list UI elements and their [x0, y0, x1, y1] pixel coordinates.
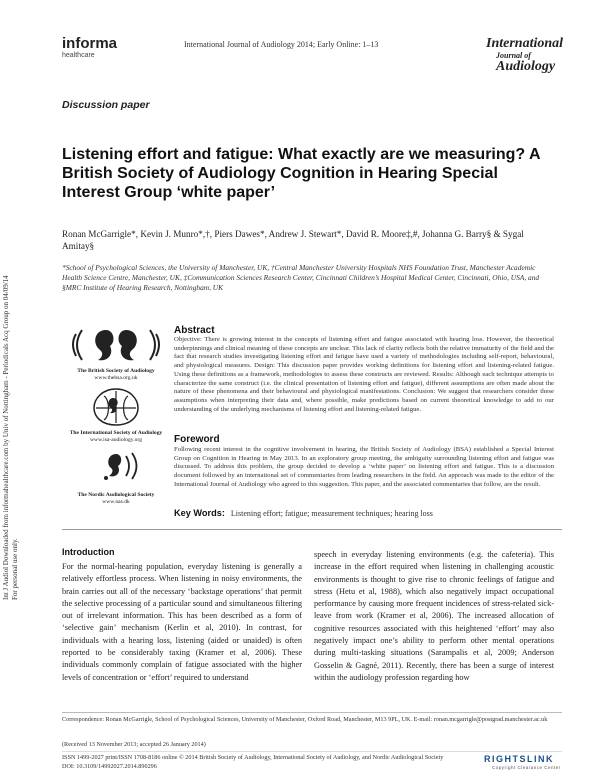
bsa-logo: [66, 324, 166, 366]
section-divider: [62, 529, 562, 530]
received-dates: (Received 13 November 2013; accepted 26 January 2014): [62, 741, 206, 748]
brand-line-1: International: [486, 36, 564, 51]
issn-copyright: ISSN 1499-2027 print/ISSN 1708-8186 online © 2014 British Society of Audiology, International Society of Audiology, and Nordic Audiological Society: [62, 754, 444, 761]
footer-divider-2: [62, 751, 562, 752]
brand-line-3: Audiology: [496, 59, 556, 74]
society-name: The International Society of Audiology: [69, 430, 163, 436]
rightslink-subtitle: Copyright Clearance Center: [492, 765, 561, 770]
brand-line-2: Journal of: [496, 51, 531, 60]
correspondence-note: Correspondence: Ronan McGarrigle, School of Psychological Sciences, University of Manchester, Oxford Road, Manchester, M13 9PL, UK. E-mail: ronan.mcgarrigle@postgrad.manchester.ac.uk: [62, 716, 548, 723]
watermark-line-1: Int J Audiol Downloaded from informahealthcare.com by Univ of Nottingham - Periodicals Acq Group on 04/09/14: [2, 275, 10, 600]
keywords: [174, 508, 433, 518]
watermark-line-2: For personal use only.: [11, 538, 19, 600]
society-logos: [66, 324, 166, 506]
article-type: Discussion paper: [62, 99, 150, 111]
keywords-text: Listening effort; fatigue; measurement techniques; hearing loss: [230, 509, 433, 518]
publisher-logo[interactable]: informa: [62, 35, 118, 52]
society-name: The British Society of Audiology: [77, 368, 155, 374]
download-watermark: [2, 0, 20, 600]
article-title: Listening effort and fatigue: What exactly are we measuring? A British Society of Audiology Cognition in Hearing Special Interest Group ‘white paper’: [62, 146, 541, 201]
society-url[interactable]: www.nas.dk: [102, 499, 130, 505]
affiliations: *School of Psychological Sciences, the University of Manchester, UK, †Central Manchester University Hospitals NHS Foundation Trust, Manchester Academic Health Science Centre, Manchester, UK, ‡Communication Sciences Research Center, Cincinnati Children’s Hospital Medical Center, Cincinnati, Ohio, USA, and §MRC Institute of Hearing Research, Nottingham, UK: [62, 263, 540, 292]
journal-brand: [486, 37, 570, 74]
foreword-heading: Foreword: [174, 434, 220, 445]
keywords-label: Key Words:: [174, 508, 225, 518]
abstract-heading: Abstract: [174, 325, 215, 336]
introduction-heading: Introduction: [62, 547, 115, 557]
intro-right-column: speech in everyday listening environments (e.g. the cafeteria). This increase in the effort required when listening in challenging acoustic environments is thought to give rise to chronic feelings of fatigue and stress (Hetu et al, 1988), which also negatively impact occupational performance by causing more frequent incidences of stress-related sick-leave from work (Kramer et al, 2006). The increased allocation of cognitive resources associated with this heightened ‘effort’ may also negatively impact one’s ability to perform other mental operations during multi-tasking situations (Sarampalis et al, 2009; Anderson Gosselin & Gagné, 2011). Recently, there has been a surge of interest within the audiology profession regarding how: [314, 550, 554, 682]
foreword-text: Following recent interest in the cognitive involvement in hearing, the British Society of Audiology (BSA) established a Special Interest Group on Cognition in Hearing in May 2013. In an exploratory group meeting, the ambiguity surrounding listening effort and fatigue was discussed. To address this problem, the group decided to develop a ‘white paper’ on listening effort and fatigue. This is a discussion document followed by an international set of commentaries from leading researchers in the field. An approach was made to the editor of the International Journal of Audiology who agreed to this suggestion. This paper, and the associated commentaries that follow, are the result.: [174, 446, 554, 488]
isa-logo: [66, 386, 166, 428]
rightslink-logo[interactable]: RIGHTSLINK: [484, 754, 554, 764]
author-list: Ronan McGarrigle*, Kevin J. Munro*,†, Piers Dawes*, Andrew J. Stewart*, David R. Moore‡,#, Johanna G. Barry§ & Sygal Amitay§: [62, 229, 524, 251]
journal-reference: International Journal of Audiology 2014; Early Online: 1–13: [184, 40, 379, 49]
nas-logo: [66, 448, 166, 490]
doi[interactable]: DOI: 10.3109/14992027.2014.890296: [62, 763, 157, 770]
intro-left-column: For the normal-hearing population, everyday listening is generally a relatively effortless process. When listening in noisy environments, the brain carries out all of the necessary ‘backstage operations’ that permit the selective processing of a particular sound and simultaneous filtering out of irrelevant information. This has been described as a form of ‘selective gain’ mechanism (Kerlin et al, 2010). In contrast, for individuals with a hearing loss, listening (aided or unaided) is often reported to be considerably taxing (Kramer et al, 2006). These individuals commonly complain of fatigue associated with the higher levels of concentration or ‘effort’ required to understand: [62, 562, 302, 682]
society-name: The Nordic Audiological Society: [77, 492, 155, 498]
abstract-text: Objective: There is growing interest in the concepts of listening effort and fatigue associated with hearing loss. However, the theoretical underpinnings and clinical meaning of these concepts are unclear. This lack of clarity reflects both the relative immaturity of the field and the fact that research studies investigating listening effort and fatigue have used a variety of methodologies including self-report, behavioural, and physiological measures. Design: This discussion paper provides working definitions for listening effort and listening-related fatigue. Using these definitions as a framework, methodologies to assess these constructs are reviewed. Results: Although each technique attempts to characterize the same construct (i.e. the clinical presentation of listening effort and fatigue), different assumptions are often made about the nature of these phenomena and their behavioural and physiological manifestations. Conclusion: We suggest that researchers consider these assumptions when interpreting their data and, where possible, make predictions based on current theoretical knowledge to add to our understanding of the underlying mechanisms of listening effort and listening-related fatigue.: [174, 336, 554, 413]
footer-divider: [62, 712, 562, 713]
society-url[interactable]: www.isa-audiology.org: [90, 437, 142, 443]
publisher-logo-sub: healthcare: [62, 52, 95, 59]
society-url[interactable]: www.thebsa.org.uk: [94, 375, 138, 381]
